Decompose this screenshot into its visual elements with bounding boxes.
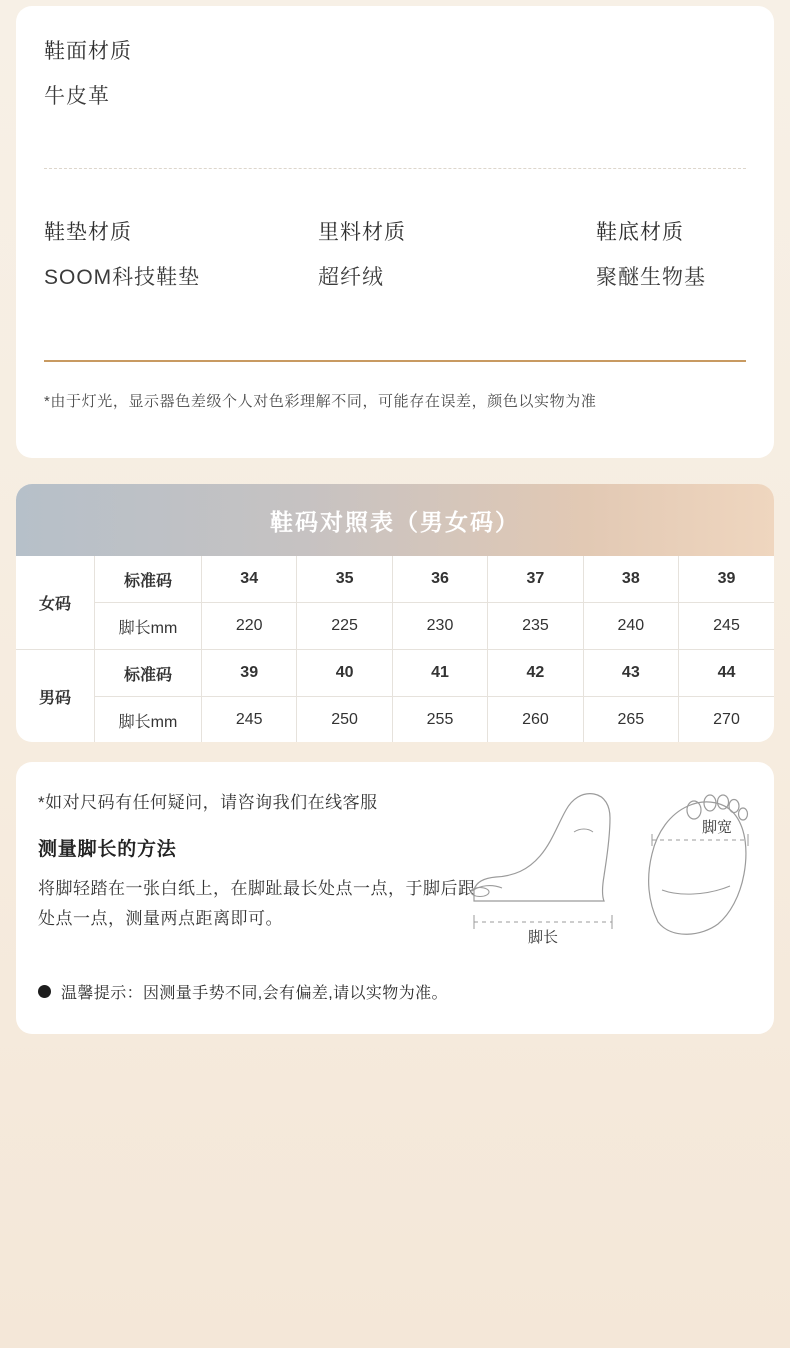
gender-label-women: 女码	[16, 556, 95, 650]
color-difference-note: *由于灯光，显示器色差级个人对色彩理解不同，可能存在误差，颜色以实物为准	[44, 393, 597, 410]
women-length-5: 245	[679, 603, 774, 650]
customer-service-note: *如对尺码有任何疑问，请咨询我们在线客服	[38, 793, 378, 812]
size-chart-title: 鞋码对照表（男女码）	[270, 508, 520, 535]
row-label-standard-men: 标准码	[95, 650, 202, 697]
row-label-standard-women: 标准码	[95, 556, 202, 603]
women-standard-5: 39	[679, 556, 774, 603]
men-standard-4: 43	[583, 650, 678, 697]
size-chart-table	[16, 556, 774, 742]
women-length-4: 240	[583, 603, 678, 650]
men-length-3: 260	[488, 697, 583, 743]
material-lining	[318, 221, 406, 289]
foot-length-measure-line	[474, 915, 612, 929]
measure-card	[16, 762, 774, 1034]
row-label-footlength-women: 脚长mm	[95, 603, 202, 650]
material-outsole-label: 鞋底材质	[596, 221, 684, 244]
men-length-0: 245	[202, 697, 297, 743]
women-standard-0: 34	[202, 556, 297, 603]
women-length-3: 235	[488, 603, 583, 650]
measure-method-description: 将脚轻踏在一张白纸上，在脚趾最长处点一点，于脚后跟处点一点，测量两点距离即可。	[38, 879, 476, 928]
foot-measurement-diagram	[462, 770, 762, 960]
accent-divider	[44, 360, 746, 362]
men-length-4: 265	[583, 697, 678, 743]
table-row	[16, 697, 774, 743]
material-lining-value: 超纤绒	[318, 266, 384, 290]
table-row	[16, 556, 774, 603]
foot-side-view-icon	[471, 794, 610, 901]
women-length-1: 225	[297, 603, 392, 650]
material-outsole-value: 聚醚生物基	[596, 266, 706, 290]
men-length-2: 255	[392, 697, 487, 743]
row-label-footlength-men: 脚长mm	[95, 697, 202, 743]
men-standard-5: 44	[679, 650, 774, 697]
warm-tip-row	[38, 980, 448, 1003]
women-standard-4: 38	[583, 556, 678, 603]
women-length-0: 220	[202, 603, 297, 650]
material-lining-label: 里料材质	[318, 221, 406, 244]
size-chart-header	[16, 484, 774, 556]
warm-tip-text: 温馨提示：因测量手势不同,会有偏差,请以实物为准。	[61, 985, 448, 1002]
men-standard-1: 40	[297, 650, 392, 697]
material-upper-label: 鞋面材质	[44, 40, 132, 63]
material-upper-value: 牛皮革	[44, 85, 110, 109]
men-length-1: 250	[297, 697, 392, 743]
material-insole	[44, 221, 200, 289]
table-row	[16, 650, 774, 697]
foot-width-label: 脚宽	[701, 819, 733, 836]
men-length-5: 270	[713, 711, 740, 728]
men-standard-0: 39	[202, 650, 297, 697]
men-standard-2: 41	[392, 650, 487, 697]
foot-top-view-icon	[649, 795, 748, 934]
women-standard-1: 35	[297, 556, 392, 603]
material-outsole	[596, 221, 706, 289]
table-row	[16, 603, 774, 650]
women-length-2: 230	[392, 603, 487, 650]
material-insole-value: SOOM科技鞋垫	[44, 266, 201, 290]
bullet-dot-icon	[38, 985, 51, 998]
foot-width-measure-line	[652, 834, 748, 846]
women-standard-3: 37	[488, 556, 583, 603]
gender-label-men: 男码	[16, 650, 95, 743]
material-upper	[44, 40, 132, 108]
women-standard-2: 36	[392, 556, 487, 603]
men-standard-3: 42	[488, 650, 583, 697]
materials-card	[16, 6, 774, 458]
dashed-divider	[44, 168, 746, 169]
size-chart-card	[16, 484, 774, 742]
foot-length-label: 脚长	[527, 929, 559, 946]
measure-method-title: 测量脚长的方法	[38, 839, 177, 860]
material-insole-label: 鞋垫材质	[44, 221, 132, 244]
